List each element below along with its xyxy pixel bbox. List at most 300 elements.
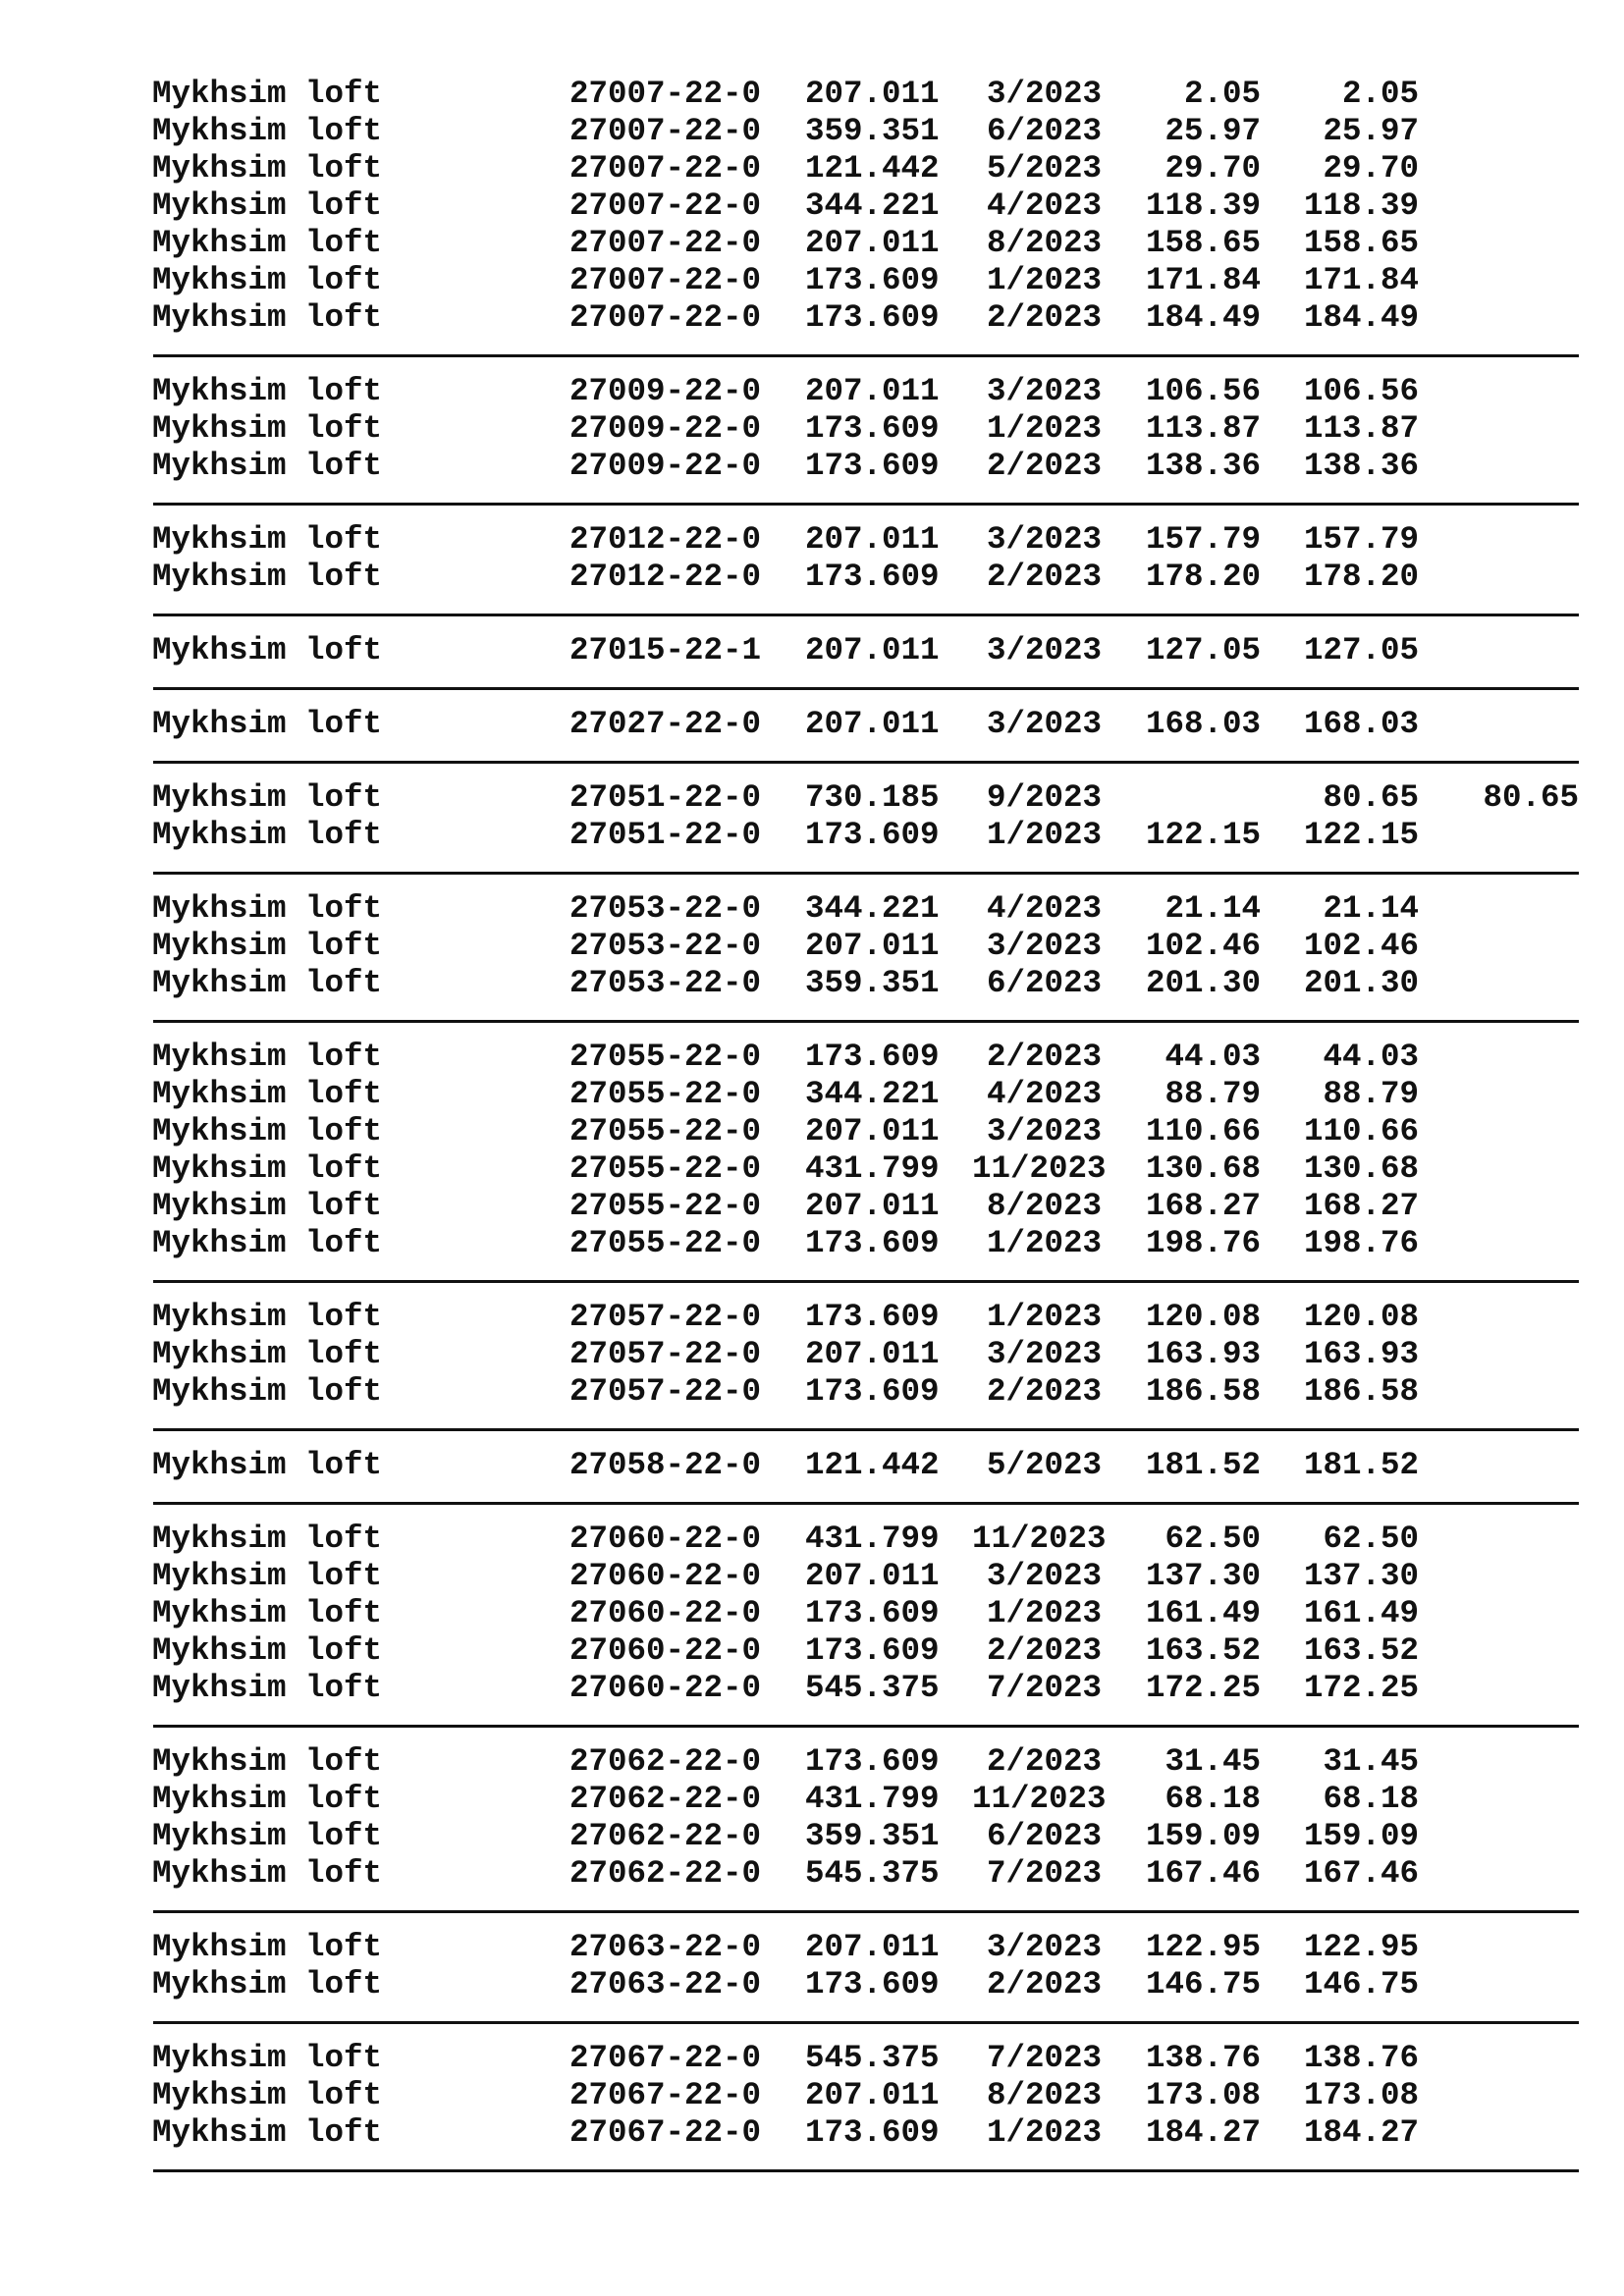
table-row [0,1855,1624,1893]
table-row [0,187,1624,225]
balance: 106.56 [1303,373,1419,409]
period: 5/2023 [986,150,1102,187]
table-row [0,1113,1624,1150]
item-code: 173.609 [805,1966,940,2002]
item-code: 173.609 [805,2114,940,2151]
period: 7/2023 [986,2040,1102,2076]
customer-name: Mykhsim loft [152,1670,383,1706]
item-code: 207.011 [805,632,940,668]
item-code: 207.011 [805,1336,940,1372]
table-row [0,2077,1624,2114]
item-code: 173.609 [805,817,940,853]
item-code: 173.609 [805,559,940,595]
group-separator [153,1428,1579,1431]
extra-amount [1443,113,1579,150]
balance: 88.79 [1323,1076,1419,1112]
customer-name: Mykhsim loft [152,1336,383,1372]
account-number: 27015-22-1 [569,632,762,668]
group-separator [153,1280,1579,1283]
item-code: 207.011 [805,2077,940,2113]
account-number: 27055-22-0 [569,1188,762,1224]
period: 1/2023 [986,1595,1102,1631]
extra-amount [1443,1039,1579,1076]
extra-amount [1443,2077,1579,2114]
group-separator [153,761,1579,764]
item-code: 121.442 [805,150,940,187]
customer-name: Mykhsim loft [152,2040,383,2076]
customer-name: Mykhsim loft [152,559,383,595]
item-code: 545.375 [805,1670,940,1706]
balance: 31.45 [1323,1743,1419,1780]
balance: 172.25 [1303,1670,1419,1706]
table-row [0,890,1624,928]
extra-amount [1443,965,1579,1002]
table-row [0,1225,1624,1262]
balance: 157.79 [1303,521,1419,558]
item-code: 359.351 [805,113,940,149]
customer-name: Mykhsim loft [152,1039,383,1075]
period: 3/2023 [986,373,1102,409]
group-separator [153,2021,1579,2024]
customer-name: Mykhsim loft [152,706,383,742]
amount: 21.14 [1164,890,1261,927]
balance: 201.30 [1303,965,1419,1001]
period: 3/2023 [986,521,1102,558]
amount: 137.30 [1145,1558,1261,1594]
period: 1/2023 [986,1299,1102,1335]
item-code: 344.221 [805,1076,940,1112]
table-row [0,448,1624,485]
table-row [0,410,1624,448]
customer-name: Mykhsim loft [152,1929,383,1965]
balance: 168.03 [1303,706,1419,742]
balance: 122.95 [1303,1929,1419,1965]
balance: 181.52 [1303,1447,1419,1483]
customer-name: Mykhsim loft [152,2114,383,2151]
amount: 120.08 [1145,1299,1261,1335]
amount: 163.93 [1145,1336,1261,1372]
amount: 173.08 [1145,2077,1261,2113]
customer-name: Mykhsim loft [152,448,383,484]
balance: 168.27 [1303,1188,1419,1224]
amount: 138.36 [1145,448,1261,484]
customer-name: Mykhsim loft [152,1855,383,1892]
table-row [0,817,1624,854]
item-code: 173.609 [805,1595,940,1631]
table-row [0,1373,1624,1411]
customer-name: Mykhsim loft [152,373,383,409]
table-row [0,1521,1624,1558]
account-number: 27009-22-0 [569,448,762,484]
balance: 122.15 [1303,817,1419,853]
amount: 184.49 [1145,299,1261,336]
amount: 44.03 [1164,1039,1261,1075]
amount: 29.70 [1164,150,1261,187]
extra-amount [1443,1225,1579,1262]
customer-name: Mykhsim loft [152,2077,383,2113]
balance: 178.20 [1303,559,1419,595]
account-number: 27067-22-0 [569,2114,762,2151]
customer-name: Mykhsim loft [152,1447,383,1483]
amount: 113.87 [1145,410,1261,447]
extra-amount [1443,928,1579,965]
table-row [0,1076,1624,1113]
item-code: 431.799 [805,1150,940,1187]
amount: 159.09 [1145,1818,1261,1854]
amount: 168.03 [1145,706,1261,742]
period: 3/2023 [986,706,1102,742]
extra-amount [1443,706,1579,743]
balance: 159.09 [1303,1818,1419,1854]
item-code: 431.799 [805,1781,940,1817]
account-number: 27051-22-0 [569,817,762,853]
item-code: 173.609 [805,1632,940,1669]
account-number: 27007-22-0 [569,225,762,261]
account-number: 27055-22-0 [569,1225,762,1261]
item-code: 173.609 [805,448,940,484]
extra-amount [1443,187,1579,225]
period: 3/2023 [986,632,1102,668]
customer-name: Mykhsim loft [152,299,383,336]
customer-name: Mykhsim loft [152,113,383,149]
period: 1/2023 [986,817,1102,853]
amount: 122.95 [1145,1929,1261,1965]
group-separator [153,614,1579,616]
item-code: 207.011 [805,1113,940,1149]
customer-name: Mykhsim loft [152,890,383,927]
table-row [0,1558,1624,1595]
customer-name: Mykhsim loft [152,632,383,668]
balance: 102.46 [1303,928,1419,964]
amount: 2.05 [1183,76,1261,112]
amount: 130.68 [1145,1150,1261,1187]
period: 1/2023 [986,2114,1102,2151]
period: 8/2023 [986,2077,1102,2113]
balance: 146.75 [1303,1966,1419,2002]
customer-name: Mykhsim loft [152,779,383,816]
extra-amount [1443,1447,1579,1484]
item-code: 121.442 [805,1447,940,1483]
extra-amount [1443,1743,1579,1781]
extra-amount [1443,1076,1579,1113]
item-code: 207.011 [805,1929,940,1965]
account-number: 27060-22-0 [569,1558,762,1594]
customer-name: Mykhsim loft [152,521,383,558]
balance: 198.76 [1303,1225,1419,1261]
item-code: 545.375 [805,1855,940,1892]
extra-amount [1443,373,1579,410]
amount: 31.45 [1164,1743,1261,1780]
amount: 184.27 [1145,2114,1261,2151]
extra-amount [1443,1299,1579,1336]
period: 8/2023 [986,225,1102,261]
amount: 171.84 [1145,262,1261,298]
amount: 122.15 [1145,817,1261,853]
account-number: 27063-22-0 [569,1966,762,2002]
balance: 158.65 [1303,225,1419,261]
amount: 168.27 [1145,1188,1261,1224]
table-row [0,150,1624,187]
extra-amount [1443,150,1579,187]
amount: 181.52 [1145,1447,1261,1483]
balance: 173.08 [1303,2077,1419,2113]
group-separator [153,1020,1579,1023]
group-separator [153,354,1579,357]
account-number: 27051-22-0 [569,779,762,816]
item-code: 730.185 [805,779,940,816]
table-row [0,1632,1624,1670]
extra-amount [1443,448,1579,485]
customer-name: Mykhsim loft [152,1188,383,1224]
item-code: 207.011 [805,1558,940,1594]
balance: 184.49 [1303,299,1419,336]
extra-amount [1443,1632,1579,1670]
extra-amount: 80.65 [1483,779,1579,816]
account-number: 27057-22-0 [569,1299,762,1335]
account-number: 27062-22-0 [569,1855,762,1892]
period: 6/2023 [986,965,1102,1001]
account-number: 27055-22-0 [569,1039,762,1075]
extra-amount [1443,1595,1579,1632]
balance: 161.49 [1303,1595,1419,1631]
balance: 163.93 [1303,1336,1419,1372]
account-number: 27055-22-0 [569,1076,762,1112]
table-row [0,1966,1624,2003]
group-separator [153,2169,1579,2172]
extra-amount [1443,2114,1579,2152]
table-row [0,706,1624,743]
account-number: 27057-22-0 [569,1336,762,1372]
item-code: 173.609 [805,410,940,447]
table-row [0,1818,1624,1855]
item-code: 173.609 [805,1039,940,1075]
table-row [0,76,1624,113]
table-row [0,1299,1624,1336]
balance: 21.14 [1323,890,1419,927]
period: 1/2023 [986,1225,1102,1261]
extra-amount [1443,1818,1579,1855]
item-code: 207.011 [805,76,940,112]
account-number: 27007-22-0 [569,187,762,224]
period: 3/2023 [986,928,1102,964]
extra-amount [1443,1188,1579,1225]
extra-amount [1443,559,1579,596]
balance: 118.39 [1303,187,1419,224]
extra-amount [1443,1966,1579,2003]
customer-name: Mykhsim loft [152,1781,383,1817]
period: 3/2023 [986,1558,1102,1594]
table-row [0,2040,1624,2077]
item-code: 431.799 [805,1521,940,1557]
balance: 25.97 [1323,113,1419,149]
customer-name: Mykhsim loft [152,1150,383,1187]
extra-amount [1443,1929,1579,1966]
period: 11/2023 [972,1150,1107,1187]
amount: 178.20 [1145,559,1261,595]
balance: 80.65 [1323,779,1419,816]
period: 3/2023 [986,76,1102,112]
amount: 127.05 [1145,632,1261,668]
period: 6/2023 [986,113,1102,149]
extra-amount [1443,410,1579,448]
customer-name: Mykhsim loft [152,76,383,112]
table-row [0,1670,1624,1707]
balance: 186.58 [1303,1373,1419,1410]
table-row [0,1150,1624,1188]
balance: 120.08 [1303,1299,1419,1335]
account-number: 27062-22-0 [569,1781,762,1817]
item-code: 173.609 [805,1743,940,1780]
amount: 106.56 [1145,373,1261,409]
account-number: 27060-22-0 [569,1632,762,1669]
account-number: 27057-22-0 [569,1373,762,1410]
amount: 88.79 [1164,1076,1261,1112]
table-row [0,559,1624,596]
item-code: 207.011 [805,928,940,964]
item-code: 545.375 [805,2040,940,2076]
item-code: 207.011 [805,373,940,409]
amount: 198.76 [1145,1225,1261,1261]
amount: 186.58 [1145,1373,1261,1410]
group-separator [153,1910,1579,1913]
table-row [0,1039,1624,1076]
extra-amount [1443,76,1579,113]
item-code: 173.609 [805,299,940,336]
item-code: 173.609 [805,262,940,298]
period: 6/2023 [986,1818,1102,1854]
account-number: 27007-22-0 [569,76,762,112]
account-number: 27063-22-0 [569,1929,762,1965]
amount: 172.25 [1145,1670,1261,1706]
amount: 161.49 [1145,1595,1261,1631]
account-number: 27060-22-0 [569,1670,762,1706]
extra-amount [1443,2040,1579,2077]
extra-amount [1443,1336,1579,1373]
amount: 201.30 [1145,965,1261,1001]
table-row [0,225,1624,262]
amount: 138.76 [1145,2040,1261,2076]
period: 7/2023 [986,1855,1102,1892]
account-number: 27055-22-0 [569,1113,762,1149]
account-number: 27067-22-0 [569,2077,762,2113]
customer-name: Mykhsim loft [152,187,383,224]
period: 1/2023 [986,262,1102,298]
period: 5/2023 [986,1447,1102,1483]
customer-name: Mykhsim loft [152,1966,383,2002]
group-separator [153,687,1579,690]
period: 2/2023 [986,448,1102,484]
period: 11/2023 [972,1781,1107,1817]
account-number: 27007-22-0 [569,299,762,336]
extra-amount [1443,1670,1579,1707]
item-code: 207.011 [805,1188,940,1224]
item-code: 207.011 [805,225,940,261]
period: 2/2023 [986,559,1102,595]
item-code: 207.011 [805,706,940,742]
balance: 44.03 [1323,1039,1419,1075]
period: 4/2023 [986,1076,1102,1112]
item-code: 344.221 [805,187,940,224]
extra-amount [1443,890,1579,928]
extra-amount [1443,521,1579,559]
period: 4/2023 [986,187,1102,224]
period: 11/2023 [972,1521,1107,1557]
account-number: 27062-22-0 [569,1743,762,1780]
balance: 163.52 [1303,1632,1419,1669]
table-row [0,1929,1624,1966]
account-number: 27055-22-0 [569,1150,762,1187]
item-code: 344.221 [805,890,940,927]
extra-amount [1443,1113,1579,1150]
balance: 137.30 [1303,1558,1419,1594]
customer-name: Mykhsim loft [152,1743,383,1780]
customer-name: Mykhsim loft [152,1076,383,1112]
extra-amount [1443,299,1579,337]
customer-name: Mykhsim loft [152,1225,383,1261]
account-number: 27009-22-0 [569,410,762,447]
account-number: 27012-22-0 [569,521,762,558]
amount: 25.97 [1164,113,1261,149]
amount: 167.46 [1145,1855,1261,1892]
balance: 127.05 [1303,632,1419,668]
item-code: 359.351 [805,965,940,1001]
account-number: 27027-22-0 [569,706,762,742]
customer-name: Mykhsim loft [152,1373,383,1410]
account-number: 27060-22-0 [569,1595,762,1631]
account-number: 27053-22-0 [569,890,762,927]
account-number: 27060-22-0 [569,1521,762,1557]
table-row [0,521,1624,559]
table-row [0,928,1624,965]
amount: 157.79 [1145,521,1261,558]
amount: 118.39 [1145,187,1261,224]
period: 1/2023 [986,410,1102,447]
table-row [0,2114,1624,2152]
amount: 62.50 [1164,1521,1261,1557]
balance: 184.27 [1303,2114,1419,2151]
amount: 102.46 [1145,928,1261,964]
account-number: 27007-22-0 [569,113,762,149]
extra-amount [1443,1558,1579,1595]
group-separator [153,1725,1579,1728]
balance: 130.68 [1303,1150,1419,1187]
table-row [0,1781,1624,1818]
balance: 171.84 [1303,262,1419,298]
extra-amount [1443,262,1579,299]
customer-name: Mykhsim loft [152,928,383,964]
customer-name: Mykhsim loft [152,1595,383,1631]
amount: 110.66 [1145,1113,1261,1149]
customer-name: Mykhsim loft [152,817,383,853]
extra-amount [1443,1855,1579,1893]
balance: 167.46 [1303,1855,1419,1892]
item-code: 173.609 [805,1373,940,1410]
table-row [0,779,1624,817]
period: 2/2023 [986,1039,1102,1075]
customer-name: Mykhsim loft [152,1299,383,1335]
table-row [0,1447,1624,1484]
period: 7/2023 [986,1670,1102,1706]
amount: 68.18 [1164,1781,1261,1817]
table-row [0,1743,1624,1781]
balance: 29.70 [1323,150,1419,187]
period: 8/2023 [986,1188,1102,1224]
amount: 158.65 [1145,225,1261,261]
account-number: 27007-22-0 [569,262,762,298]
balance: 138.36 [1303,448,1419,484]
customer-name: Mykhsim loft [152,410,383,447]
table-row [0,373,1624,410]
